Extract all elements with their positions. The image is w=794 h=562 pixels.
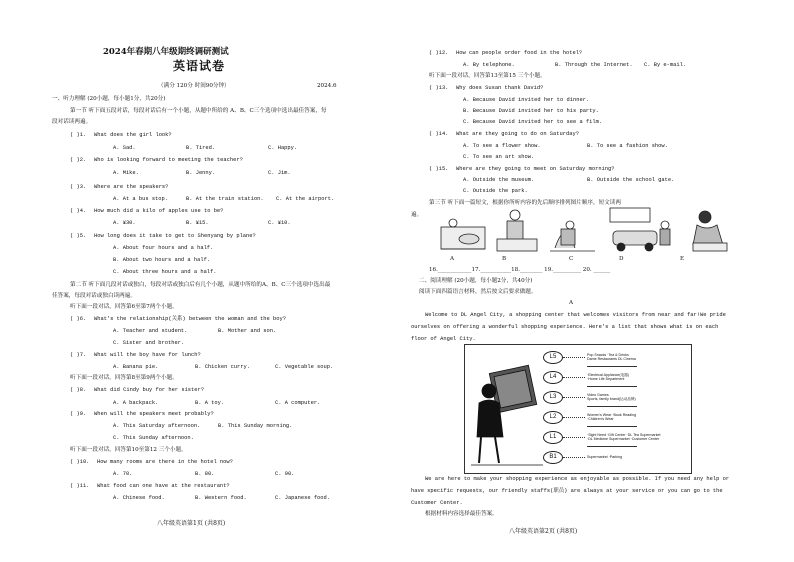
option-14c: C. To see an art show. xyxy=(463,154,535,160)
floor-l3-stores xyxy=(587,393,636,401)
listen-note-6: 听下面一段对话，回答第6至第7两个小题。 xyxy=(70,304,178,310)
page-footer-1: 八年级英语第1页 (共8页) xyxy=(157,520,226,527)
option-4b: B. ¥15. xyxy=(186,220,209,226)
underline-l3 xyxy=(587,406,637,407)
question-4-number: ( )4. xyxy=(70,208,87,214)
option-8a: A. A backpack. xyxy=(113,400,159,406)
floor-label-l2: L2 xyxy=(543,411,563,424)
question-15-text: Where are they going to meet on Saturday morning? xyxy=(456,166,615,172)
underline-l4 xyxy=(587,386,637,387)
option-7a: A. Banana pie. xyxy=(113,364,159,370)
option-11b: B. Western food. xyxy=(195,495,247,501)
option-3a: A. At a bus stop. xyxy=(113,196,168,202)
part3-instructions-cont: 遍。 xyxy=(411,212,423,218)
underline-l2 xyxy=(587,426,637,427)
picture-e-cleaning-illustration xyxy=(693,211,727,251)
connector-l2 xyxy=(563,417,585,418)
option-9c: C. This Sunday afternoon. xyxy=(113,435,194,441)
listen-note-8: 听下面一段对话，回答第8至第9两个小题。 xyxy=(70,375,178,381)
section1-heading: 一、听力理解 (20小题，每小题1分，共20分) xyxy=(52,96,166,102)
section2-heading: 二、阅读理解 (20小题，每小题2分，共40分) xyxy=(419,278,533,284)
option-9b: B. This Sunday morning. xyxy=(218,423,293,429)
picture-label-b: B xyxy=(502,256,507,262)
page-footer-2: 八年级英语第2页 (共8页) xyxy=(509,528,578,535)
picture-c-gardening-illustration xyxy=(550,221,595,251)
picture-label-c: C xyxy=(569,256,574,262)
exam-subject: 英语试卷 xyxy=(173,59,226,73)
floor-label-l1: L1 xyxy=(543,431,563,444)
store-row: Supermarket ·Parking xyxy=(587,455,622,459)
question-4-text: How much did a kilo of apples use to be? xyxy=(94,208,224,214)
question-9-number: ( )9. xyxy=(70,411,87,417)
floor-b1-stores xyxy=(587,455,622,459)
picture-strip xyxy=(435,203,735,263)
woman-at-directory-illustration xyxy=(471,363,543,469)
option-4c: C. ¥10. xyxy=(268,220,291,226)
store-row: ·Children's Wear xyxy=(587,417,614,422)
option-7c: C. Vegetable soup. xyxy=(275,364,334,370)
question-1-text: What does the girl look? xyxy=(94,132,172,138)
picture-label-d: D xyxy=(619,256,624,262)
question-2-number: ( )2. xyxy=(70,157,87,163)
listen-note-10: 听下面一段对话，回答第10至第12 三个小题。 xyxy=(70,447,187,453)
reading-instruction: 根据材料内容选择最佳答案。 xyxy=(425,511,498,517)
option-12a: A. By telephone. xyxy=(463,62,515,68)
option-14a: A. To see a flower show. xyxy=(463,143,541,149)
store-row: Video Games xyxy=(587,393,609,397)
floor-label-l4: L4 xyxy=(543,371,563,384)
option-15c: C. Outside the park. xyxy=(463,188,528,194)
listen-note-13: 听下面一段对话，回答第13至第15 三个小题。 xyxy=(429,73,546,79)
option-10a: A. 70. xyxy=(113,471,133,477)
question-2-text: Who is looking forward to meeting the teacher? xyxy=(94,157,243,163)
question-11-text: What food can one have at the restaurant? xyxy=(97,483,230,489)
store-row: ·Sight Need ·Gift Center ·DL Tea Supermarket xyxy=(587,433,661,437)
question-8-text: What did Cindy buy for her sister? xyxy=(94,387,204,393)
part2-instructions: 第二节 听下面几段对话或独白，每段对话或独白后有几个小题，从题中所给的A、B、C三个选项中选出最 xyxy=(70,282,331,288)
passage-letter: A xyxy=(569,300,574,306)
question-12-text: How can people order food in the hotel? xyxy=(456,50,583,56)
section2-instructions: 阅读下面四篇语言材料，然后按文后要求做题。 xyxy=(419,289,537,295)
option-5a: A. About four hours and a half. xyxy=(113,245,214,251)
connector-b1 xyxy=(563,457,585,458)
question-6-number: ( )6. xyxy=(70,316,87,322)
outro-line-2: have specific requests, our friendly staffs(职员) are always at your service or you can go to the xyxy=(411,488,723,494)
option-15b: B. Outside the school gate. xyxy=(587,177,675,183)
section1-instructions-cont: 段对话读两遍。 xyxy=(52,119,92,125)
option-13b: B. Because David invited her to his party. xyxy=(463,108,599,114)
floor-l1-stores xyxy=(587,433,661,441)
picture-a-cooking-illustration xyxy=(441,219,485,249)
option-8b: B. A toy. xyxy=(195,400,225,406)
store-row: Pop Snacks ·Tea & Drinks xyxy=(587,353,629,357)
question-5-number: ( )5. xyxy=(70,233,87,239)
question-3-number: ( )3. xyxy=(70,184,87,190)
option-5c: C. About three hours and a half. xyxy=(113,269,217,275)
question-9-text: When will the speakers meet probably? xyxy=(94,411,214,417)
question-13-number: ( )13. xyxy=(429,85,449,91)
exam-date: 2024.6 xyxy=(317,83,337,89)
outro-line-3: Customer Center. xyxy=(411,500,463,506)
connector-l5 xyxy=(563,357,585,358)
option-12b: B. Through the Internet. xyxy=(555,62,633,68)
option-15a: A. Outside the museum. xyxy=(463,177,535,183)
picture-b-washing-dishes-illustration xyxy=(497,210,537,251)
part2-instructions-cont: 佳答案，每段对话或独白读两遍。 xyxy=(52,293,136,299)
outro-line-1: We are here to make your shopping experience as enjoyable as possible. If you need any help or xyxy=(425,476,730,482)
option-14b: B. To see a fashion show. xyxy=(587,143,668,149)
question-1-number: ( )1. xyxy=(70,132,87,138)
option-1b: B. Tired. xyxy=(186,145,216,151)
section1-instructions: 第一节 听下面五段对话，每段对话后有一个小题，从题中所给的 A、B、C三个选项中选出最佳答案，每 xyxy=(70,108,327,114)
question-14-text: What are they going to do on Saturday? xyxy=(456,131,579,137)
part3-instructions: 第三节 听下面一篇短文，根据你所听内容的先后顺序排列图片顺序，短文读两 xyxy=(429,200,621,206)
floor-l4-stores xyxy=(587,373,629,381)
right-page xyxy=(397,0,794,562)
floor-l2-stores xyxy=(587,413,636,421)
option-10b: B. 80. xyxy=(195,471,215,477)
question-7-text: What will the boy have for lunch? xyxy=(94,352,201,358)
passage-line-3: floor of Angel City. xyxy=(411,336,476,342)
question-5-text: How long does it take to get to Shenyang by plane? xyxy=(94,233,256,239)
option-1a: A. Sad. xyxy=(113,145,136,151)
question-13-text: Why does Susan thank David? xyxy=(456,85,544,91)
option-11a: A. Chinese food. xyxy=(113,495,165,501)
connector-l1 xyxy=(563,437,585,438)
option-6a: A. Teacher and student. xyxy=(113,328,188,334)
option-3c: C. At the airport. xyxy=(276,196,335,202)
option-2c: C. Jim. xyxy=(268,170,291,176)
store-row: Women's Wear ·Book Reading xyxy=(587,413,637,417)
store-row: Sports, family brand(运动品牌) xyxy=(587,397,636,402)
underline-l1 xyxy=(587,446,637,447)
passage-line-2: ourselves on offering a wonderful shopping experience. Here's a list that shows what is on each xyxy=(411,324,719,330)
option-13a: A. Because David invited her to dinner. xyxy=(463,97,590,103)
option-9a: A. This Saturday afternoon. xyxy=(113,423,201,429)
connector-l4 xyxy=(563,377,585,378)
floor-label-b1: B1 xyxy=(543,451,563,464)
option-13c: C. Because David invited her to see a film. xyxy=(463,119,603,125)
underline-l5 xyxy=(587,366,637,367)
option-11c: C. Japanese food. xyxy=(275,495,330,501)
question-15-number: ( )15. xyxy=(429,166,449,172)
option-8c: C. A computer. xyxy=(275,400,321,406)
question-14-number: ( )14. xyxy=(429,131,449,137)
question-6-text: What's the relationship(关系) between the woman and the boy? xyxy=(94,316,286,322)
floor-label-l5: L5 xyxy=(543,351,563,364)
option-7b: B. Chicken curry. xyxy=(195,364,250,370)
question-8-number: ( )8. xyxy=(70,387,87,393)
connector-l3 xyxy=(563,397,585,398)
floor-l5-stores xyxy=(587,353,636,361)
picture-label-a: A xyxy=(450,256,455,262)
answer-blanks-16-20: 16.____________17.___________18.________ 19.__________ 20. ______ xyxy=(429,267,611,273)
question-12-number: ( )12. xyxy=(429,50,449,56)
passage-line-1: Welcome to DL Angel City, a shopping center that welcomes visitors from near and far!We pride xyxy=(425,312,726,318)
option-12c: C. By e-mail. xyxy=(644,62,687,68)
option-6c: C. Sister and brother. xyxy=(113,340,185,346)
question-3-text: Where are the speakers? xyxy=(94,184,169,190)
store-row: ·Electrical Appliance(电器) xyxy=(587,373,629,377)
store-row: ·DL Medicine Supermarket ·Customer Center xyxy=(587,437,660,442)
store-row: ·Home Life Department xyxy=(587,377,625,382)
question-7-number: ( )7. xyxy=(70,352,87,358)
option-4a: A. ¥30. xyxy=(113,220,136,226)
store-row: Dame Restaurants DL Cinema xyxy=(587,357,636,362)
picture-label-e: E xyxy=(680,256,685,262)
option-10c: C. 90. xyxy=(275,471,295,477)
picture-d-washing-car-illustration xyxy=(610,208,670,251)
option-5b: B. About two hours and a half. xyxy=(113,257,211,263)
exam-info: （满分 120分 时间90分钟） xyxy=(158,83,230,89)
question-10-text: How many rooms are there in the hotel now? xyxy=(97,459,233,465)
floor-label-l3: L3 xyxy=(543,391,563,404)
option-6b: B. Mother and son. xyxy=(218,328,277,334)
question-10-number: ( )10. xyxy=(70,459,90,465)
option-3b: B. At the train station. xyxy=(186,196,264,202)
question-11-number: ( )11. xyxy=(70,483,90,489)
option-2b: B. Jenny. xyxy=(186,170,216,176)
option-1c: C. Happy. xyxy=(268,145,298,151)
floor-directory-diagram xyxy=(464,344,692,474)
exam-title: 2024年春期八年级期终调研测试 xyxy=(103,47,229,57)
option-2a: A. Mike. xyxy=(113,170,139,176)
